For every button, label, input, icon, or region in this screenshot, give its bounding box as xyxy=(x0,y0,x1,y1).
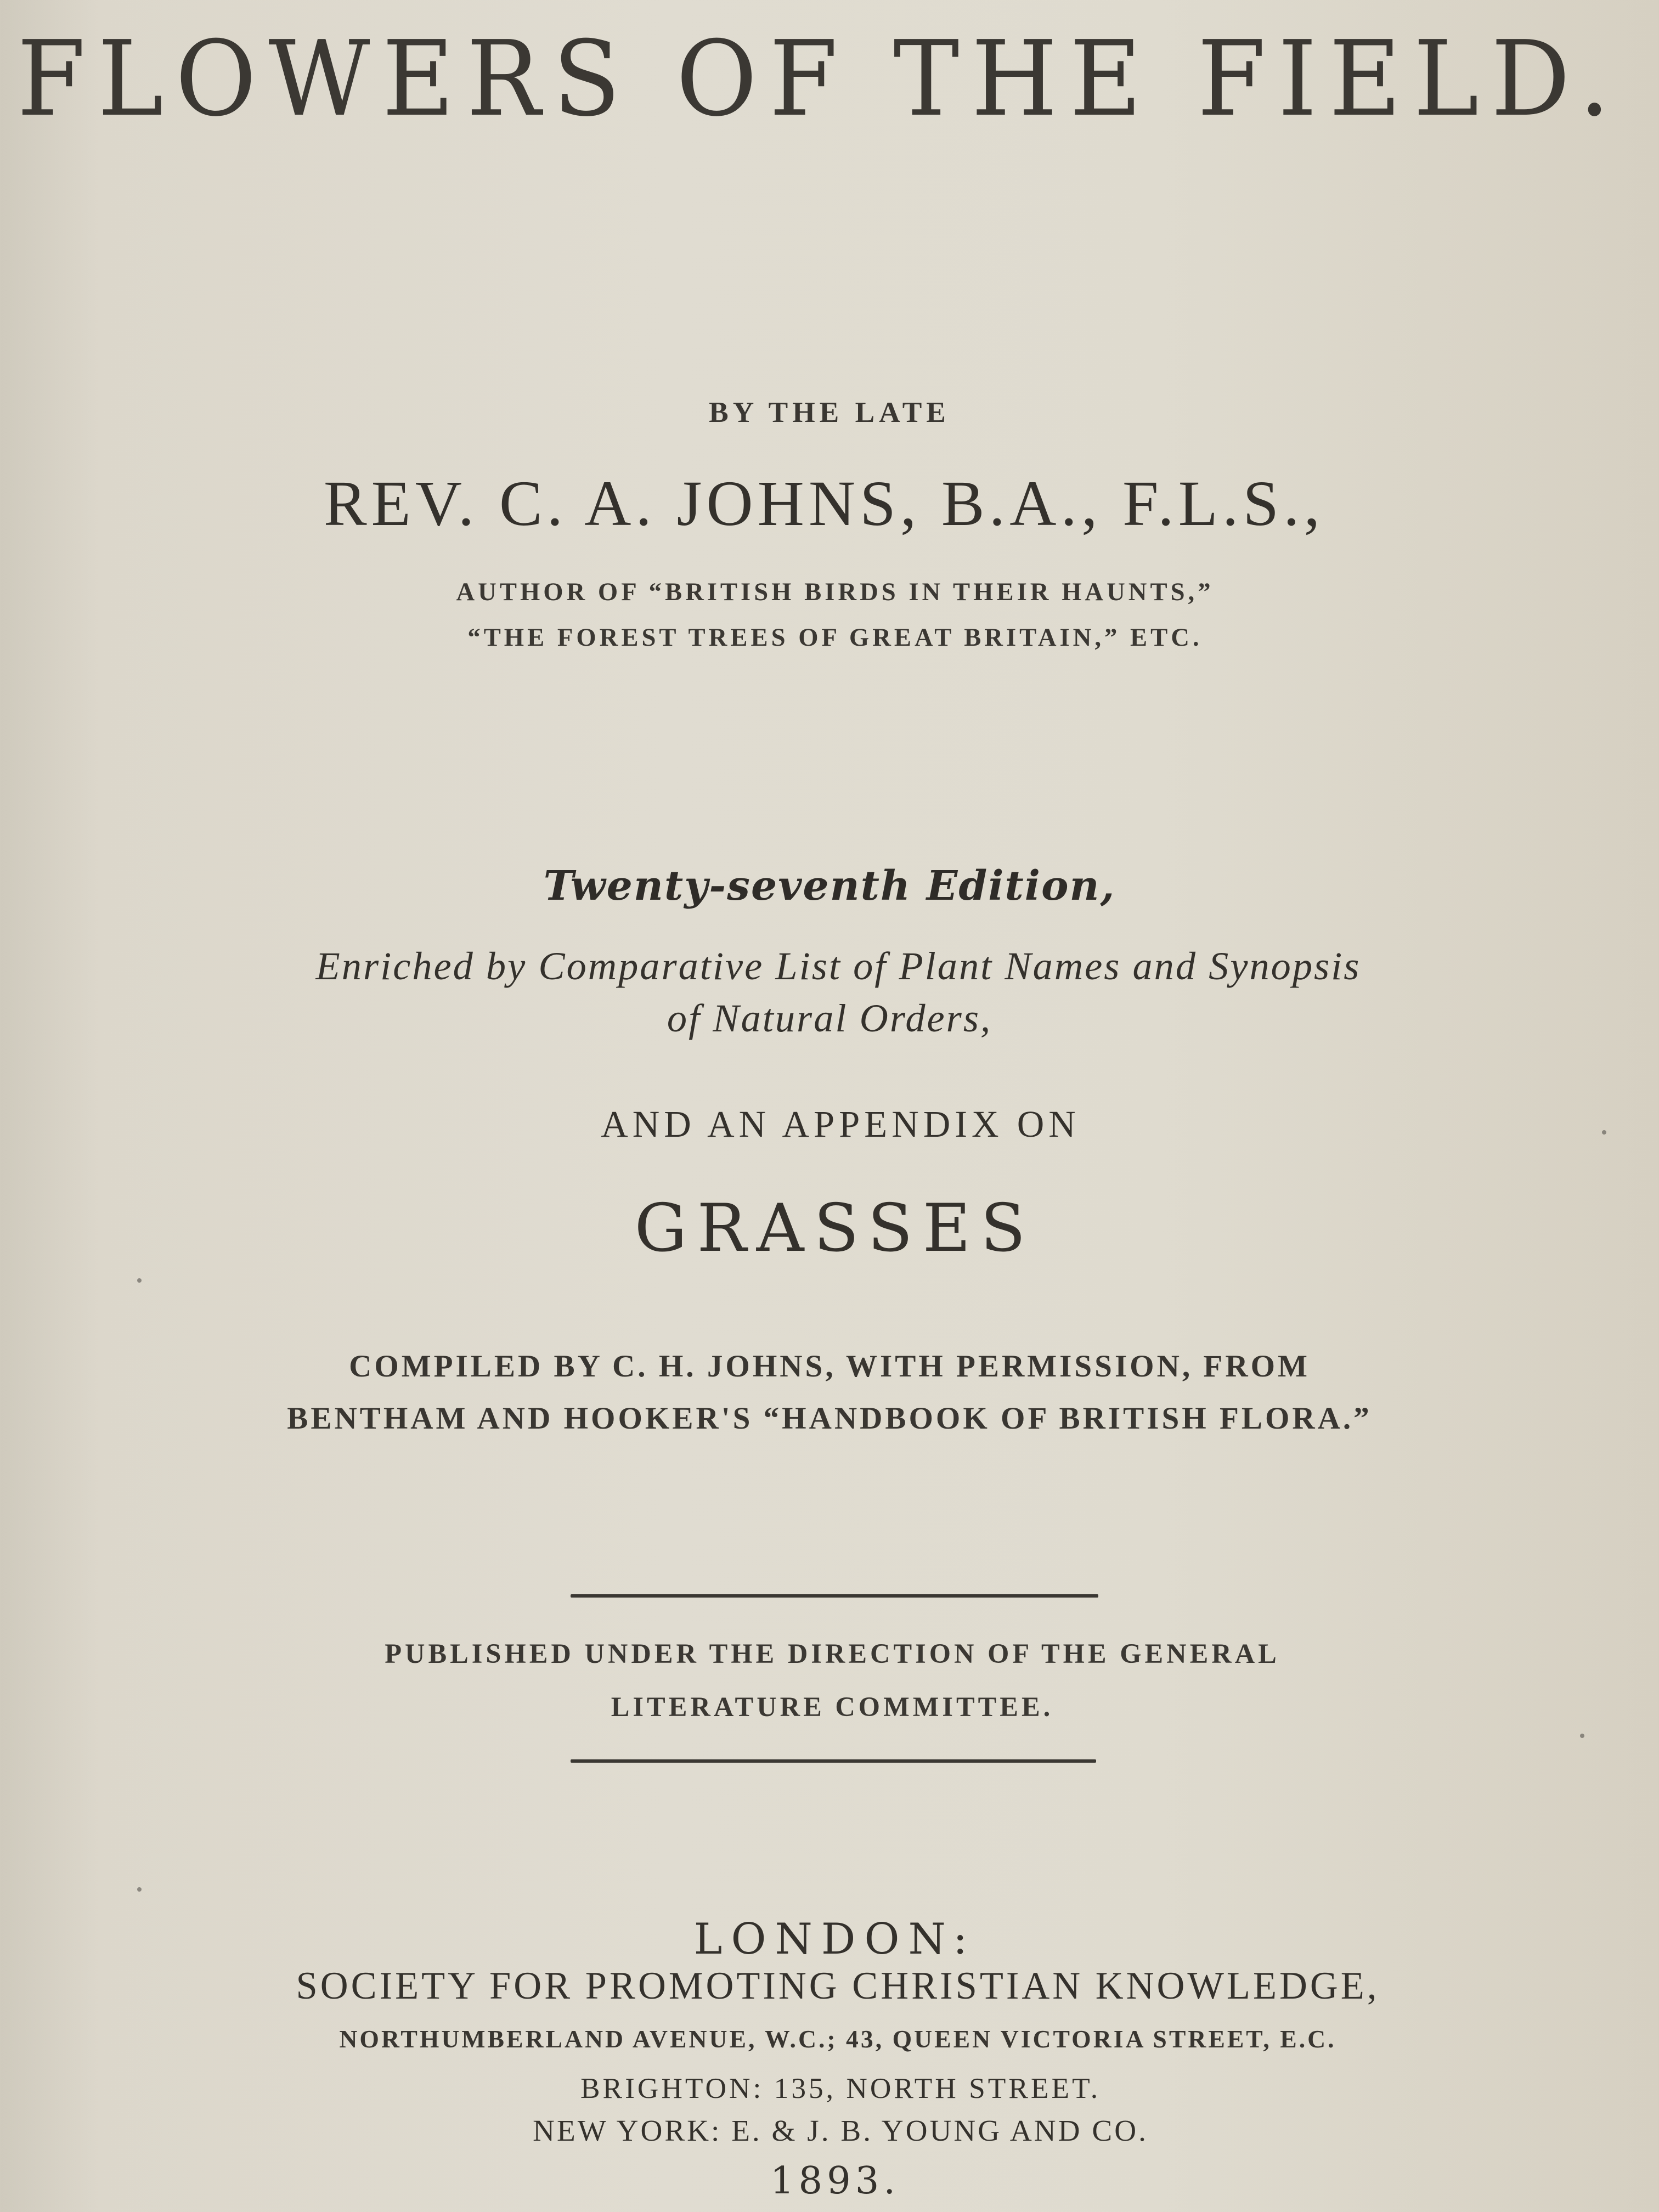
enriched-line-2: of Natural Orders, xyxy=(667,996,992,1040)
imprint-city: LONDON: xyxy=(693,1915,977,1964)
imprint-new-york: NEW YORK: E. & J. B. YOUNG AND CO. xyxy=(533,2114,1148,2147)
paper-speck xyxy=(137,1887,142,1892)
imprint-addresses: NORTHUMBERLAND AVENUE, W.C.; 43, QUEEN VICTORIA STREET, E.C. xyxy=(339,2025,1336,2053)
paper-speck xyxy=(1580,1734,1584,1738)
paper-speck xyxy=(137,1278,142,1283)
edition-label: Twenty-seventh Edition, xyxy=(543,861,1116,910)
imprint-society: SOCIETY FOR PROMOTING CHRISTIAN KNOWLEDGE, xyxy=(296,1965,1380,2007)
divider-rule-bottom xyxy=(571,1759,1096,1763)
book-title: FLOWERS OF THE FIELD. xyxy=(17,19,1622,140)
compiled-line-1: COMPILED BY C. H. JOHNS, WITH PERMISSION, FROM xyxy=(349,1349,1310,1384)
author-name: REV. C. A. JOHNS, B.A., F.L.S., xyxy=(323,467,1325,539)
imprint-brighton: BRIGHTON: 135, NORTH STREET. xyxy=(580,2072,1101,2104)
paper-speck xyxy=(1602,1130,1606,1135)
appendix-line: AND AN APPENDIX ON xyxy=(601,1103,1080,1145)
compiled-line-2: BENTHAM AND HOOKER'S “HANDBOOK OF BRITISH FLORA.” xyxy=(287,1401,1372,1436)
publisher-note-line-1: PUBLISHED UNDER THE DIRECTION OF THE GENERAL xyxy=(385,1638,1280,1669)
appendix-subject: GRASSES xyxy=(634,1190,1036,1267)
author-credits-line-1: AUTHOR OF “BRITISH BIRDS IN THEIR HAUNTS,” xyxy=(456,578,1214,606)
divider-rule-top xyxy=(571,1594,1098,1598)
enriched-line-1: Enriched by Comparative List of Plant Names and Synopsis xyxy=(315,944,1361,988)
publisher-note-line-2: LITERATURE COMMITTEE. xyxy=(611,1691,1054,1722)
by-line: BY THE LATE xyxy=(709,396,950,428)
author-credits-line-2: “THE FOREST TREES OF GREAT BRITAIN,” ETC. xyxy=(467,623,1203,652)
imprint-year: 1893. xyxy=(770,2159,900,2203)
